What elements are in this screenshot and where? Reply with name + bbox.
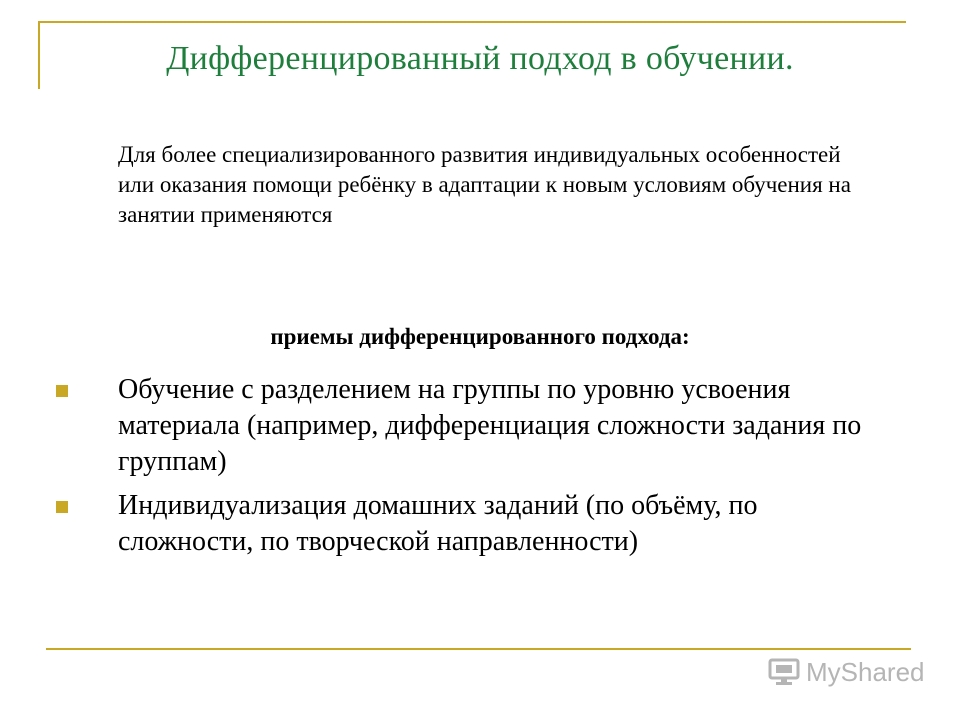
bullet-item	[56, 372, 876, 480]
bullet-list	[56, 372, 876, 568]
bullet-text: Обучение с разделением на группы по уровню усвоения материала (например, дифференциация сложности задания по группам)	[118, 374, 862, 477]
logo-text: MyShared	[806, 656, 925, 687]
slide-title: Дифференцированный подход в обучении.	[166, 40, 794, 77]
intro-paragraph: Для более специализированного развития индивидуальных особенностей или оказания помощи ребёнку в адаптации к новым условиям обучения на занятии применяются	[118, 142, 851, 227]
subtitle: приемы дифференцированного подхода:	[270, 324, 690, 349]
bullet-item	[56, 488, 876, 560]
square-bullet-icon	[56, 385, 68, 397]
watermark-logo	[768, 656, 925, 688]
bottom-rule	[46, 648, 911, 650]
monitor-icon	[768, 658, 802, 686]
bullet-text: Индивидуализация домашних заданий (по объёму, по сложности, по творческой направленности)	[118, 490, 758, 557]
top-rule	[38, 21, 906, 23]
square-bullet-icon	[56, 501, 68, 513]
